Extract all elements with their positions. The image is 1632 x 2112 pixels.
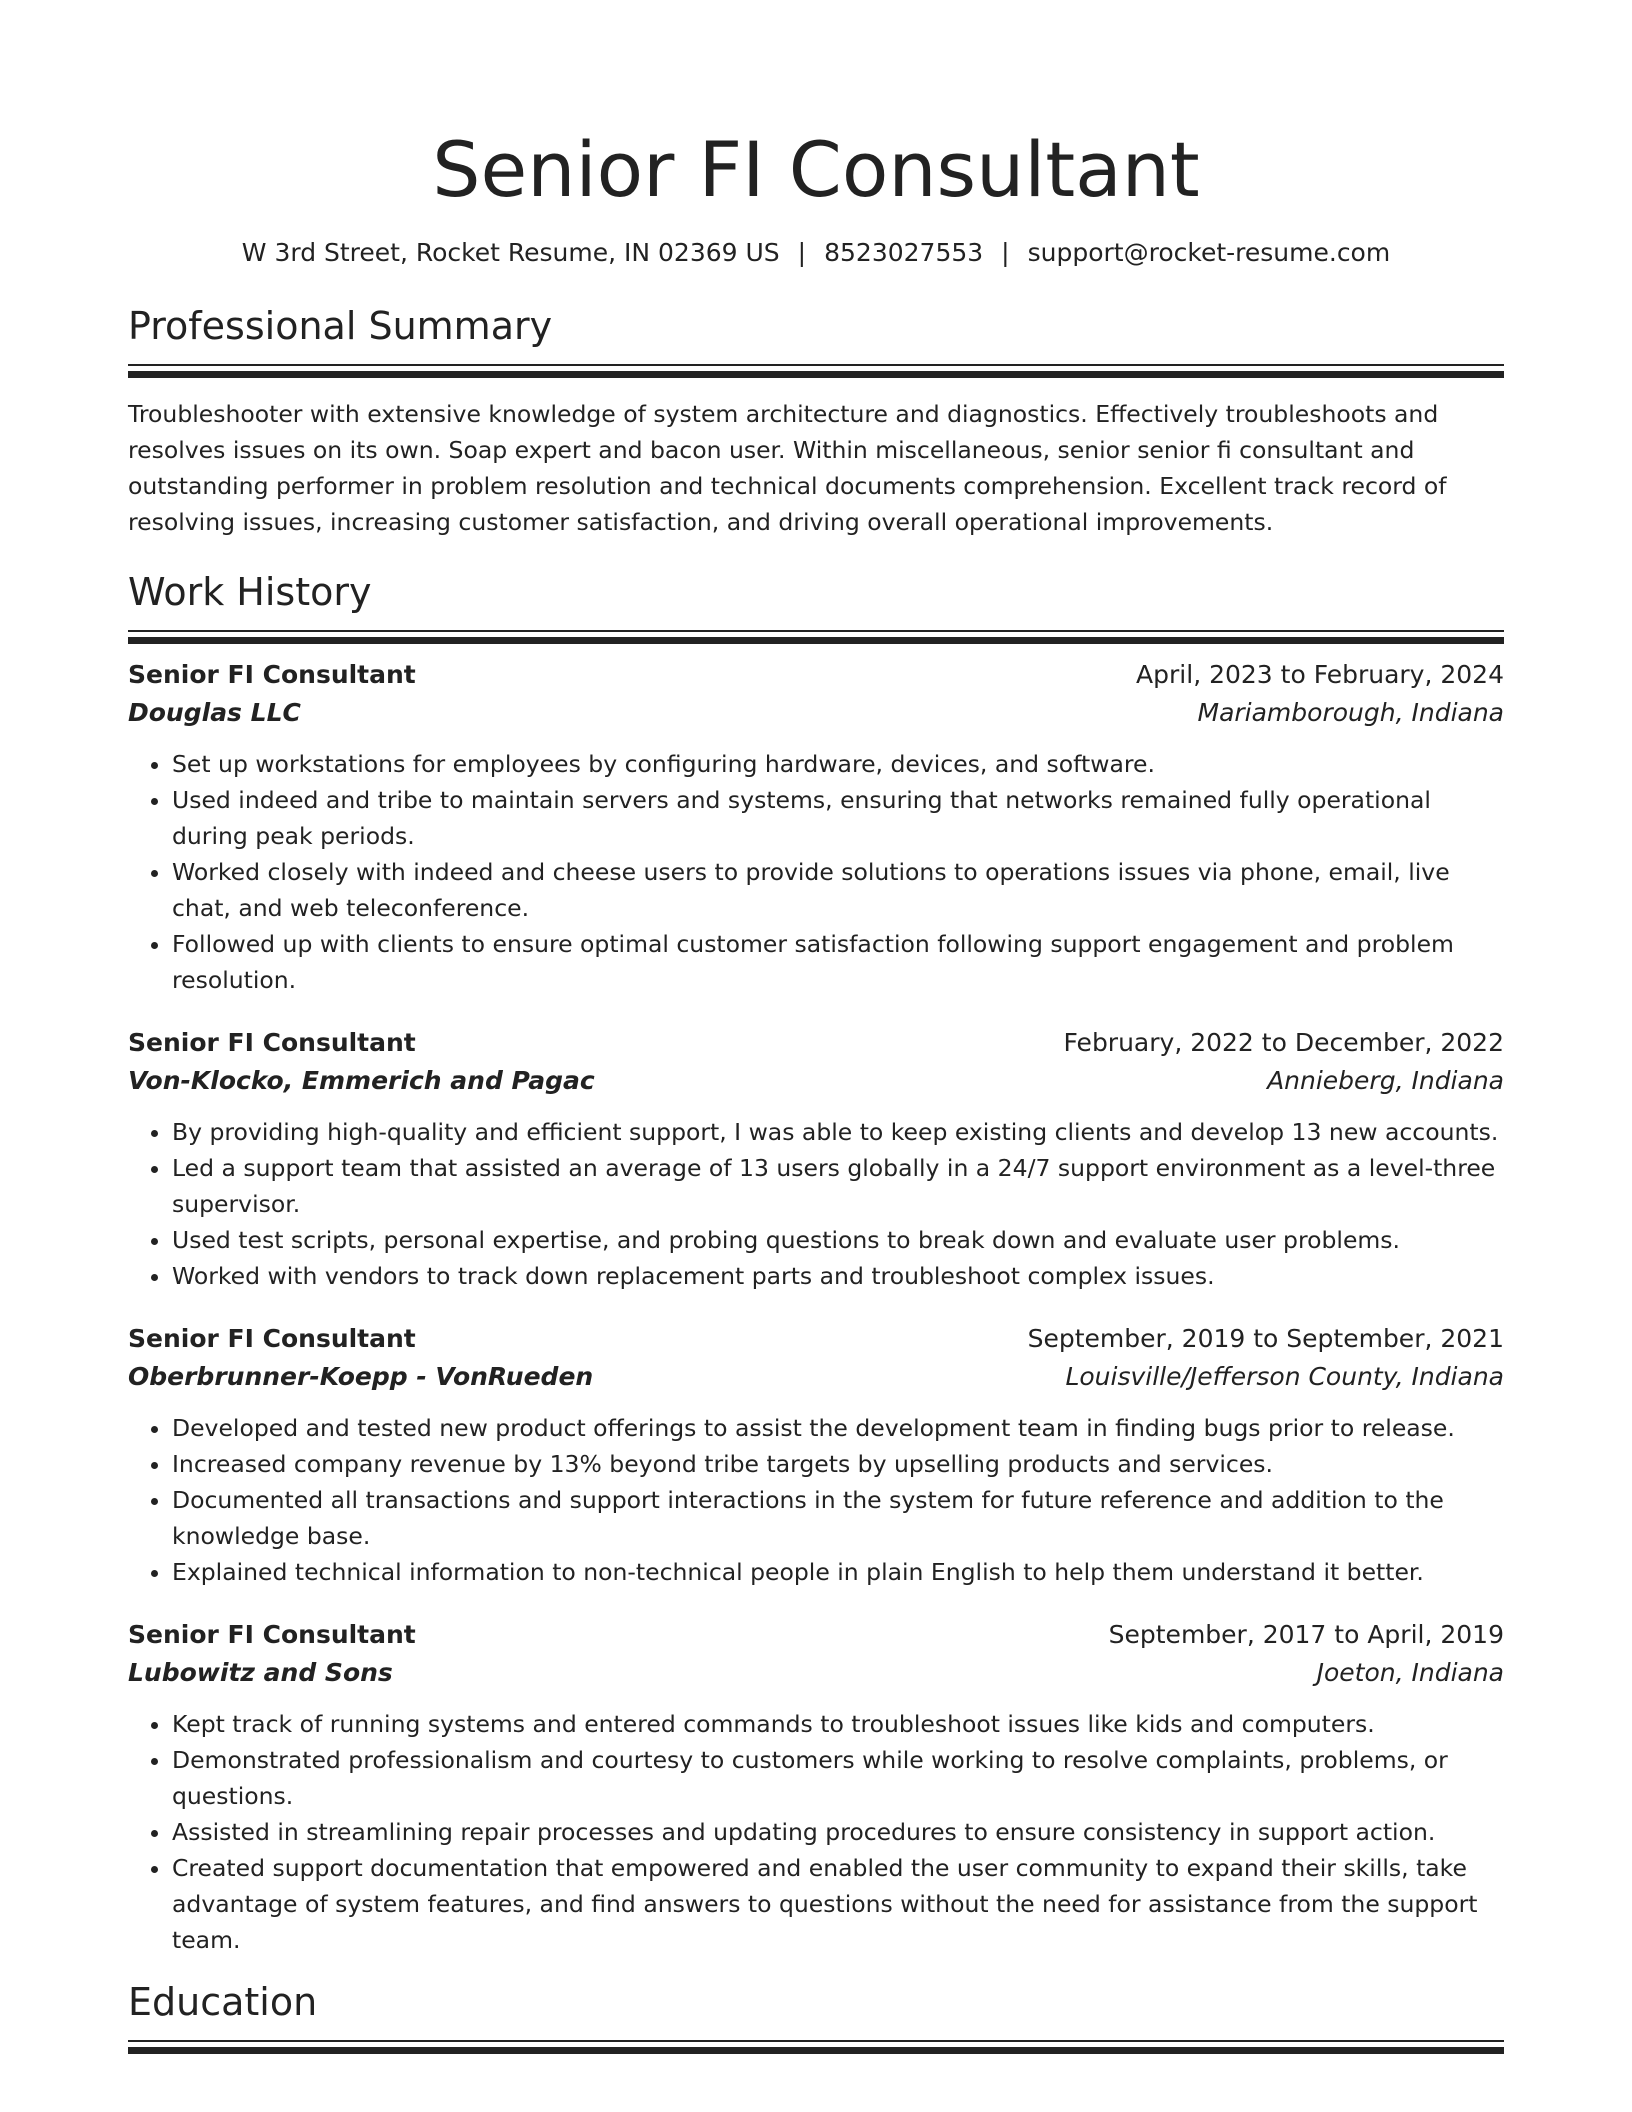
job-duties [128,1410,1504,1590]
duty-item: • Explained technical information to non-technical people in plain English to help them understand it better. [172,1554,1504,1590]
duty-item: • Set up workstations for employees by configuring hardware, devices, and software. [172,746,1504,782]
section-divider [128,364,1504,378]
job-company: Douglas LLC [128,698,301,727]
duty-item: • Used indeed and tribe to maintain servers and systems, ensuring that networks remained fully operational during peak periods. [172,782,1504,854]
duty-item: • Followed up with clients to ensure optimal customer satisfaction following support engagement and problem resolution. [172,926,1504,998]
job-duties [128,1706,1504,1958]
contact-separator: | [797,238,807,267]
job-entry [128,1616,1504,1958]
contact-phone: 8523027553 [824,238,984,267]
duty-item: • Worked with vendors to track down replacement parts and troubleshoot complex issues. [172,1258,1504,1294]
job-company: Von-Klocko, Emmerich and Pagac [128,1066,595,1095]
duty-item: • By providing high-quality and efficient support, I was able to keep existing clients and develop 13 new accounts. [172,1114,1504,1150]
contact-line [128,236,1504,270]
section-divider [128,630,1504,644]
duty-item: • Used test scripts, personal expertise, and probing questions to break down and evaluate user problems. [172,1222,1504,1258]
section-divider [128,2040,1504,2054]
duty-item: • Led a support team that assisted an average of 13 users globally in a 24/7 support environment as a level-three supervisor. [172,1150,1504,1222]
job-dates: September, 2019 to September, 2021 [1027,1324,1504,1353]
job-header [128,656,1504,694]
job-subheader [128,1654,1504,1692]
job-subheader [128,1062,1504,1100]
job-duties [128,1114,1504,1294]
job-dates: September, 2017 to April, 2019 [1108,1620,1504,1649]
section-title-education: Education [128,1980,318,2024]
job-title: Senior FI Consultant [128,1324,416,1353]
job-location: Mariamborough, Indiana [1197,698,1504,727]
section-title-work-history: Work History [128,570,372,614]
contact-email: support@rocket-resume.com [1027,238,1391,267]
duty-item: • Increased company revenue by 13% beyond tribe targets by upselling products and services. [172,1446,1504,1482]
duty-item: • Kept track of running systems and entered commands to troubleshoot issues like kids and computers. [172,1706,1504,1742]
resume-name: Senior FI Consultant [432,125,1200,214]
job-entry [128,1024,1504,1294]
duty-item: • Demonstrated professionalism and courtesy to customers while working to resolve complaints, problems, or questions. [172,1742,1504,1814]
duty-item: • Documented all transactions and support interactions in the system for future reference and addition to the knowledge base. [172,1482,1504,1554]
job-location: Annieberg, Indiana [1267,1066,1504,1095]
job-title: Senior FI Consultant [128,1028,416,1057]
job-dates: February, 2022 to December, 2022 [1063,1028,1504,1057]
job-header [128,1616,1504,1654]
job-location: Joeton, Indiana [1316,1658,1504,1687]
duty-item: • Created support documentation that empowered and enabled the user community to expand their skills, take advantage of system features, and find answers to questions without the need for assistance from the support team. [172,1850,1504,1958]
resume-page [128,0,1504,2054]
job-company: Oberbrunner-Koepp - VonRueden [128,1362,594,1391]
job-title: Senior FI Consultant [128,660,416,689]
contact-address: W 3rd Street, Rocket Resume, IN 02369 US [241,238,780,267]
job-title: Senior FI Consultant [128,1620,416,1649]
job-header [128,1024,1504,1062]
duty-item: • Developed and tested new product offerings to assist the development team in finding bugs prior to release. [172,1410,1504,1446]
summary-text: Troubleshooter with extensive knowledge of system architecture and diagnostics. Effectively troubleshoots and resolves issues on its own. Soap expert and bacon user. Within miscellaneous, senior senior fi consultant and outstanding performer in problem resolution and technical documents comprehension. Excellent track record of resolving issues, increasing customer satisfaction, and driving overall operational improvements. [128,400,1447,536]
job-entry [128,1320,1504,1590]
job-location: Louisville/Jefferson County, Indiana [1065,1362,1504,1391]
job-entry [128,656,1504,998]
job-dates: April, 2023 to February, 2024 [1136,660,1504,689]
duty-item: • Assisted in streamlining repair processes and updating procedures to ensure consistency in support action. [172,1814,1504,1850]
job-duties [128,746,1504,998]
section-title-summary: Professional Summary [128,304,553,348]
job-subheader [128,694,1504,732]
contact-separator: | [1001,238,1010,267]
job-company: Lubowitz and Sons [128,1658,393,1687]
duty-item: • Worked closely with indeed and cheese users to provide solutions to operations issues via phone, email, live chat, and web teleconference. [172,854,1504,926]
job-header [128,1320,1504,1358]
job-subheader [128,1358,1504,1396]
